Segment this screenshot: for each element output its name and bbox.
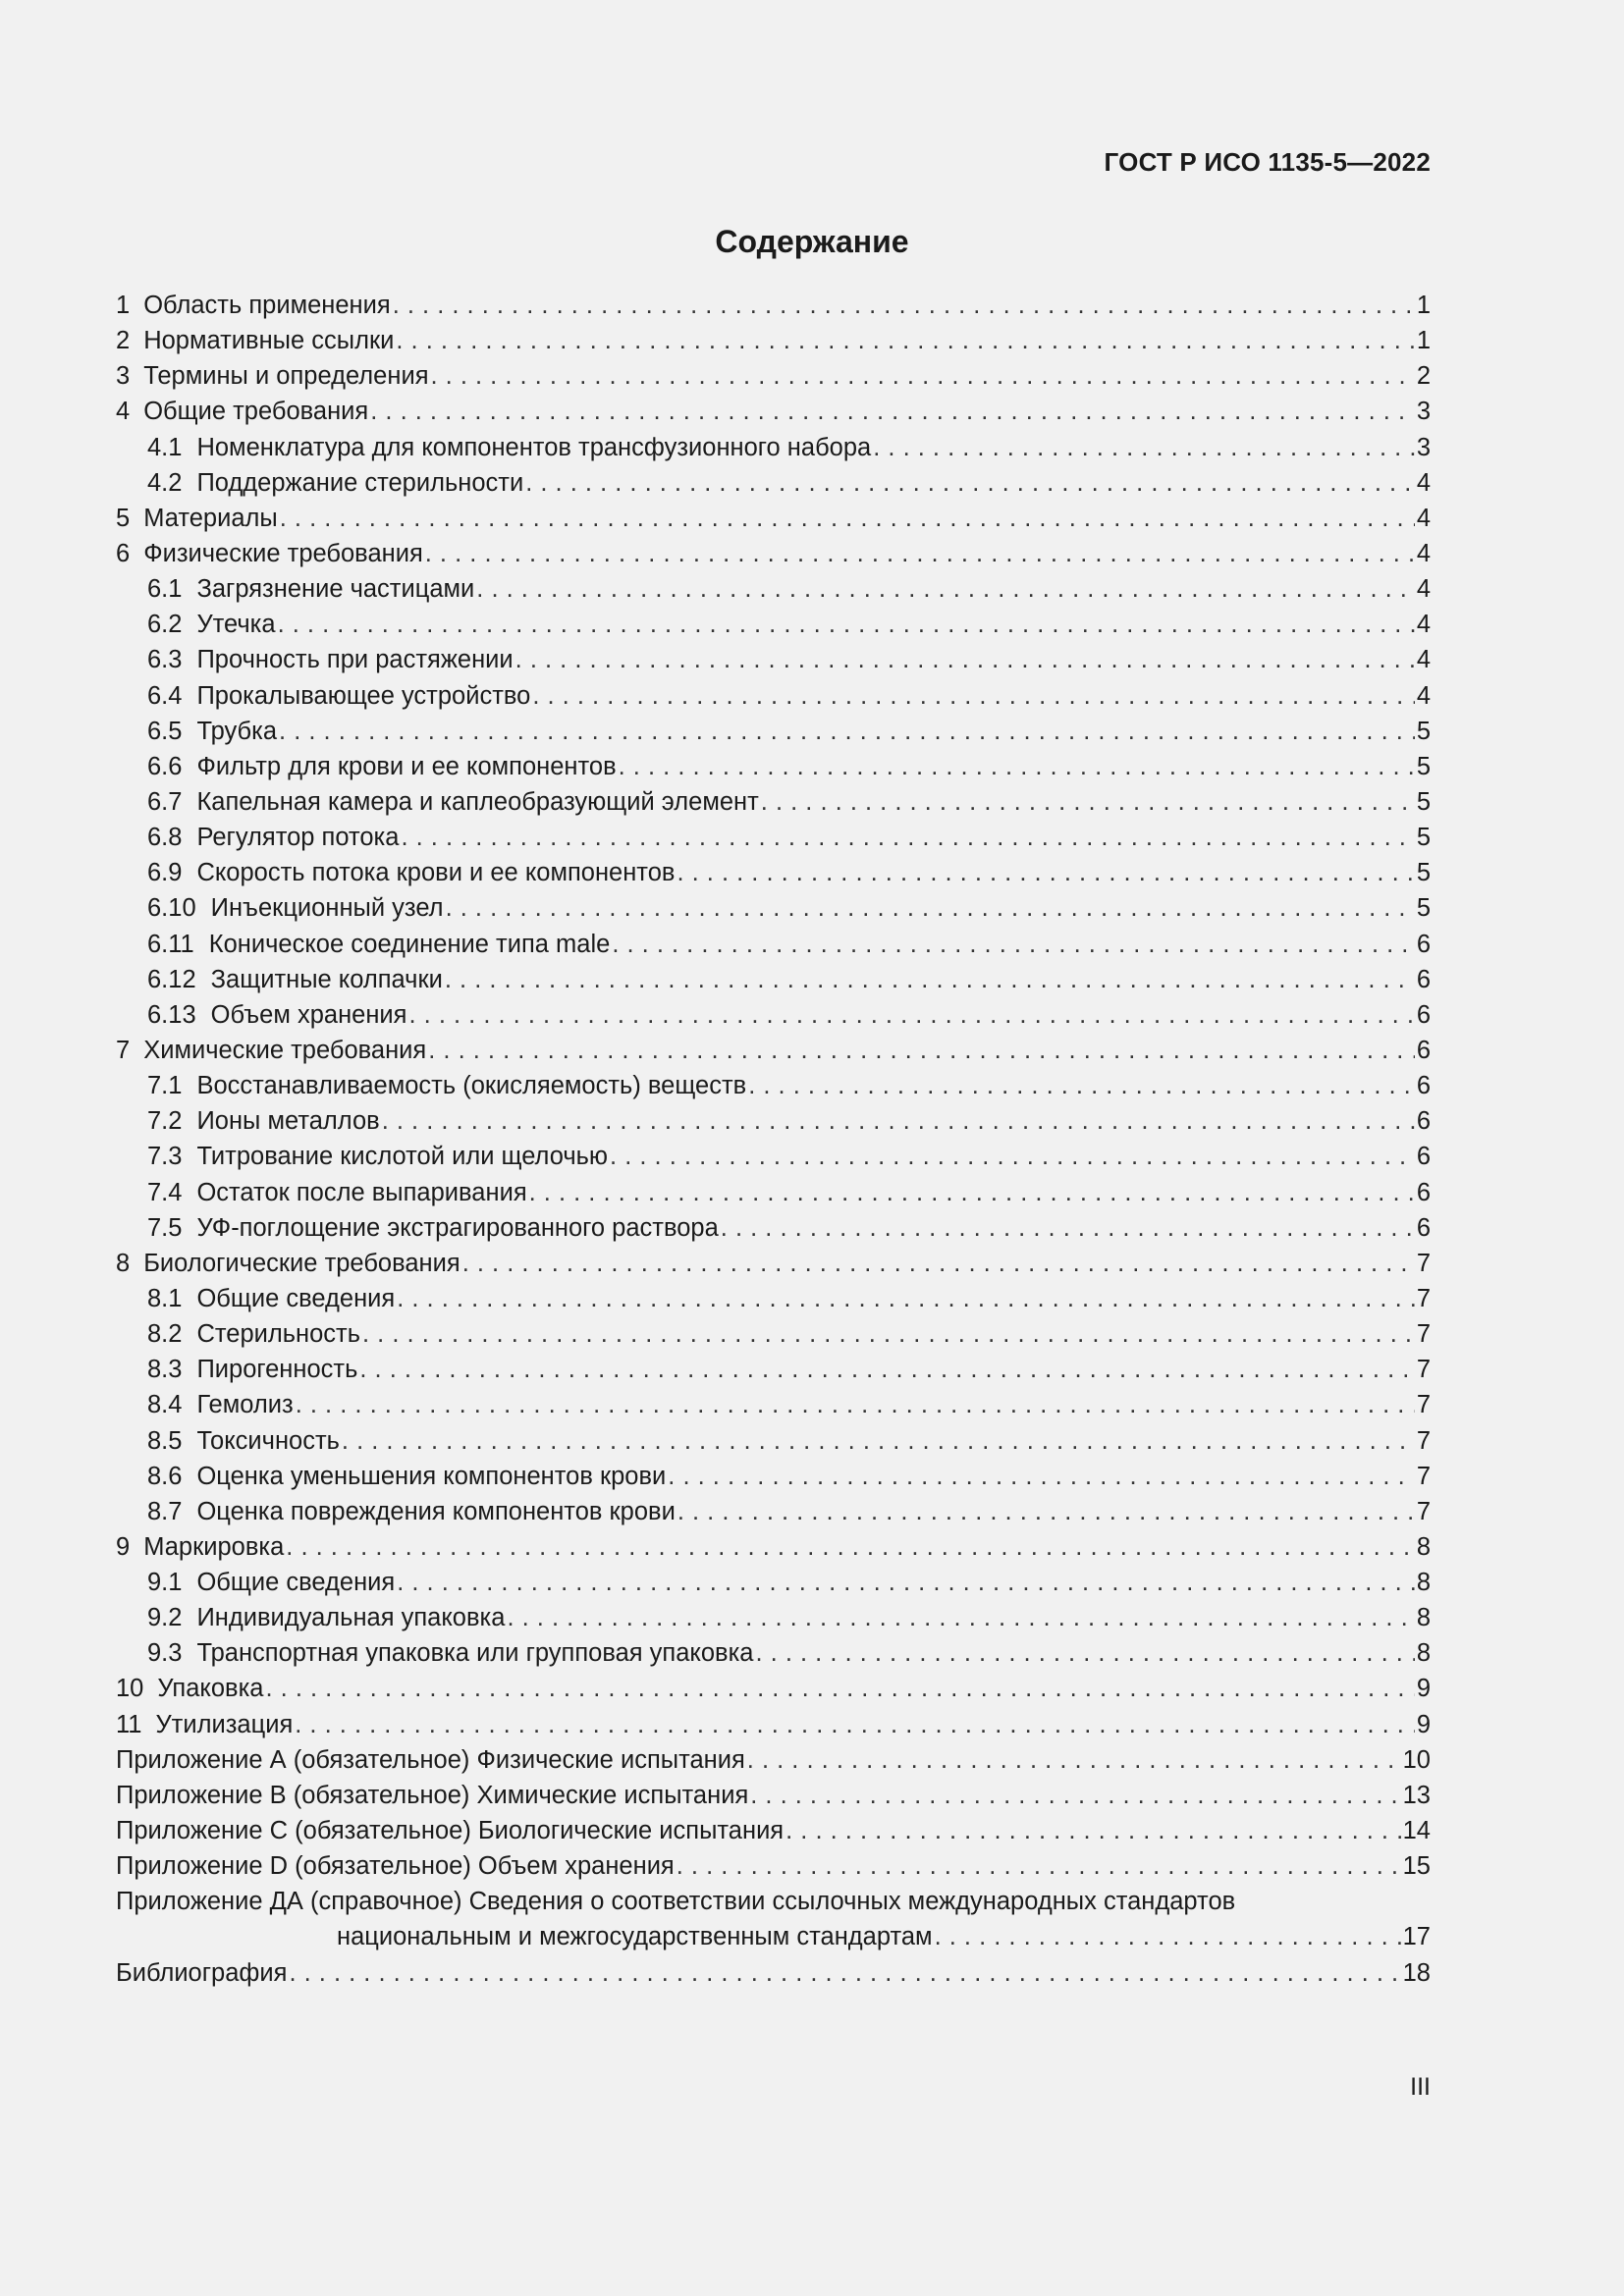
toc-entry[interactable] xyxy=(116,1068,1431,1103)
toc-entry-title: Индивидуальная упаковка xyxy=(196,1604,506,1632)
toc-entry-page: 4 xyxy=(1416,539,1431,567)
toc-entry-number: 4 xyxy=(116,398,131,426)
toc-dot-leader xyxy=(401,820,1414,855)
toc-dot-leader xyxy=(619,749,1415,784)
toc-entry-title: Утилизация xyxy=(155,1710,294,1738)
toc-dot-leader xyxy=(431,358,1415,394)
toc-entry[interactable] xyxy=(116,1033,1431,1068)
toc-entry-title: Термины и определения xyxy=(143,362,429,391)
toc-entry-title: Транспортная упаковка или групповая упаковка xyxy=(196,1639,754,1668)
toc-entry[interactable] xyxy=(116,1423,1431,1459)
toc-entry-title: Коническое соединение типа male xyxy=(208,930,611,958)
toc-entry-title: Трубка xyxy=(196,717,278,745)
toc-dot-leader xyxy=(280,501,1415,536)
toc-entry-number: 6.2 xyxy=(147,611,183,639)
toc-entry-page: 7 xyxy=(1416,1284,1431,1312)
toc-dot-leader xyxy=(266,1671,1415,1706)
toc-entry-title: Приложение ДА (справочное) Сведения о соответствии ссылочных международных стандартов xyxy=(116,1888,1236,1916)
toc-entry[interactable] xyxy=(116,1742,1431,1778)
toc-dot-leader xyxy=(446,890,1415,926)
toc-entry[interactable] xyxy=(116,501,1431,536)
toc-entry[interactable] xyxy=(116,1139,1431,1174)
toc-entry[interactable] xyxy=(116,1494,1431,1529)
toc-entry-page: 6 xyxy=(1416,1178,1431,1206)
toc-entry[interactable] xyxy=(116,1565,1431,1600)
toc-entry-title: Пирогенность xyxy=(196,1356,358,1384)
toc-entry-title: Объем хранения xyxy=(210,1000,407,1029)
toc-entry[interactable] xyxy=(116,1387,1431,1422)
toc-entry[interactable] xyxy=(116,1352,1431,1387)
table-of-contents xyxy=(116,288,1431,1991)
toc-entry[interactable] xyxy=(116,749,1431,784)
toc-entry-page: 7 xyxy=(1416,1356,1431,1384)
toc-entry[interactable] xyxy=(116,1459,1431,1494)
toc-entry-number: 8.3 xyxy=(147,1356,183,1384)
toc-entry-page: 6 xyxy=(1416,1000,1431,1029)
toc-entry-page: 18 xyxy=(1402,1958,1431,1987)
toc-entry-page: 3 xyxy=(1416,433,1431,461)
toc-entry[interactable] xyxy=(116,927,1431,962)
toc-entry[interactable] xyxy=(116,394,1431,429)
toc-dot-leader xyxy=(393,288,1415,323)
toc-entry-title: Прокалывающее устройство xyxy=(196,681,531,710)
toc-entry[interactable] xyxy=(116,1600,1431,1635)
toc-entry[interactable] xyxy=(116,536,1431,571)
toc-entry-number: 7.5 xyxy=(147,1213,183,1242)
toc-dot-leader xyxy=(382,1103,1415,1139)
toc-dot-leader xyxy=(677,1494,1415,1529)
toc-entry-page: 5 xyxy=(1416,752,1431,780)
toc-entry-page: 4 xyxy=(1416,646,1431,674)
toc-dot-leader xyxy=(296,1387,1415,1422)
toc-dot-leader xyxy=(668,1459,1415,1494)
toc-entry[interactable] xyxy=(116,962,1431,997)
toc-dot-leader xyxy=(677,855,1414,890)
toc-entry[interactable] xyxy=(116,1635,1431,1671)
toc-dot-leader xyxy=(750,1778,1400,1813)
toc-entry-page: 5 xyxy=(1416,894,1431,923)
toc-entry-page: 7 xyxy=(1416,1462,1431,1490)
toc-entry-number: 8.5 xyxy=(147,1426,183,1455)
toc-entry-title: Титрование кислотой или щелочью xyxy=(196,1143,609,1171)
toc-entry-title: Скорость потока крови и ее компонентов xyxy=(196,859,676,887)
toc-entry-number: 6.13 xyxy=(147,1000,196,1029)
toc-entry-number: 7.4 xyxy=(147,1178,183,1206)
toc-dot-leader xyxy=(445,962,1415,997)
toc-entry[interactable] xyxy=(116,1671,1431,1706)
toc-entry[interactable] xyxy=(116,784,1431,820)
toc-entry-title: Прочность при растяжении xyxy=(196,646,514,674)
toc-entry-page: 3 xyxy=(1416,398,1431,426)
toc-entry-title: Инъекционный узел xyxy=(210,894,444,923)
toc-entry-page: 7 xyxy=(1416,1497,1431,1525)
toc-entry-title: Упаковка xyxy=(157,1675,264,1703)
toc-entry[interactable] xyxy=(116,1813,1431,1848)
toc-entry-title: Утечка xyxy=(196,611,276,639)
toc-entry-title: Приложение С (обязательное) Биологические испытания xyxy=(116,1817,785,1845)
toc-entry-page: 6 xyxy=(1416,1107,1431,1136)
toc-entry-title: Приложение В (обязательное) Химические испытания xyxy=(116,1781,749,1809)
toc-entry-page: 4 xyxy=(1416,681,1431,710)
toc-entry-number: 6.12 xyxy=(147,965,196,993)
toc-entry-page: 4 xyxy=(1416,504,1431,532)
toc-entry-title: Общие требования xyxy=(143,398,369,426)
toc-entry-page: 5 xyxy=(1416,824,1431,852)
toc-entry-page: 7 xyxy=(1416,1320,1431,1349)
toc-entry[interactable] xyxy=(116,1955,1431,1991)
toc-entry-page: 13 xyxy=(1402,1781,1431,1809)
toc-entry-number: 6.9 xyxy=(147,859,183,887)
toc-entry-number: 6.10 xyxy=(147,894,196,923)
toc-entry-page: 5 xyxy=(1416,859,1431,887)
toc-entry-number: 8 xyxy=(116,1249,131,1277)
toc-entry[interactable] xyxy=(116,323,1431,358)
toc-entry-number: 10 xyxy=(116,1675,144,1703)
toc-entry-title: Общие сведения xyxy=(196,1569,396,1597)
toc-entry[interactable] xyxy=(116,358,1431,394)
toc-title: Содержание xyxy=(715,224,909,259)
toc-entry[interactable] xyxy=(116,1316,1431,1352)
toc-dot-leader xyxy=(532,678,1414,714)
toc-entry-page: 14 xyxy=(1402,1817,1431,1845)
toc-entry-page: 6 xyxy=(1416,930,1431,958)
toc-entry-title: Приложение D (обязательное) Объем хранения xyxy=(116,1852,675,1881)
toc-entry-number: 6.11 xyxy=(147,930,194,958)
toc-entry-page: 8 xyxy=(1416,1639,1431,1668)
toc-entry-page: 9 xyxy=(1416,1675,1431,1703)
toc-entry-number: 4.1 xyxy=(147,433,183,461)
toc-entry-page: 2 xyxy=(1416,362,1431,391)
toc-entry-title: Библиография xyxy=(116,1958,288,1987)
toc-entry-number: 9 xyxy=(116,1532,131,1561)
toc-entry-page: 1 xyxy=(1416,292,1431,319)
toc-entry[interactable] xyxy=(116,1175,1431,1210)
toc-entry[interactable] xyxy=(116,288,1431,323)
toc-dot-leader xyxy=(289,1955,1400,1991)
toc-entry[interactable] xyxy=(116,1919,1431,1954)
toc-dot-leader xyxy=(610,1139,1415,1174)
toc-entry[interactable] xyxy=(116,465,1431,501)
toc-entry-title: Восстанавливаемость (окисляемость) веществ xyxy=(196,1072,747,1100)
toc-dot-leader xyxy=(286,1529,1415,1565)
toc-entry-title: Маркировка xyxy=(143,1532,285,1561)
toc-entry-number: 7 xyxy=(116,1036,131,1064)
toc-entry-title: Химические требования xyxy=(143,1036,427,1064)
page-number: III xyxy=(1410,2073,1431,2101)
toc-entry-title: Загрязнение частицами xyxy=(196,575,475,604)
toc-entry[interactable] xyxy=(116,1848,1431,1884)
toc-entry-page: 5 xyxy=(1416,787,1431,816)
toc-entry[interactable] xyxy=(116,997,1431,1033)
toc-dot-leader xyxy=(425,536,1415,571)
toc-entry-page: 5 xyxy=(1416,717,1431,745)
toc-entry-page: 6 xyxy=(1416,1143,1431,1171)
toc-entry-title: Нормативные ссылки xyxy=(143,327,395,355)
toc-entry-page: 4 xyxy=(1416,468,1431,497)
toc-entry-number: 8.1 xyxy=(147,1284,183,1312)
toc-entry-page: 17 xyxy=(1402,1923,1431,1951)
toc-dot-leader xyxy=(507,1600,1414,1635)
toc-entry[interactable] xyxy=(116,1529,1431,1565)
toc-entry-page: 7 xyxy=(1416,1426,1431,1455)
toc-entry[interactable] xyxy=(116,1707,1431,1742)
toc-entry-title: Фильтр для крови и ее компонентов xyxy=(196,752,617,780)
toc-entry-title: Поддержание стерильности xyxy=(196,468,524,497)
toc-entry-title: Область применения xyxy=(143,292,391,319)
toc-entry-page: 6 xyxy=(1416,1036,1431,1064)
toc-entry-title: Материалы xyxy=(143,504,278,532)
toc-entry-number: 6.6 xyxy=(147,752,183,780)
toc-entry-number: 8.7 xyxy=(147,1497,183,1525)
toc-dot-leader xyxy=(370,394,1415,429)
toc-entry[interactable] xyxy=(116,642,1431,677)
toc-entry-number: 7.3 xyxy=(147,1143,183,1171)
toc-entry-number: 6.7 xyxy=(147,787,183,816)
toc-entry[interactable] xyxy=(116,1778,1431,1813)
toc-entry-number: 5 xyxy=(116,504,131,532)
toc-entry-title: Гемолиз xyxy=(196,1391,294,1419)
toc-entry-page: 4 xyxy=(1416,575,1431,604)
toc-entry-title: Стерильность xyxy=(196,1320,361,1349)
toc-dot-leader xyxy=(279,714,1415,749)
toc-entry-number: 6.5 xyxy=(147,717,183,745)
toc-entry-number: 4.2 xyxy=(147,468,183,497)
toc-entry-number: 7.2 xyxy=(147,1107,183,1136)
toc-entry-title: Регулятор потока xyxy=(196,824,400,852)
toc-entry[interactable] xyxy=(116,571,1431,607)
toc-entry-number: 9.2 xyxy=(147,1604,183,1632)
toc-entry-number: 9.1 xyxy=(147,1569,183,1597)
toc-entry-number: 6.8 xyxy=(147,824,183,852)
toc-dot-leader xyxy=(278,607,1415,642)
toc-entry-title: УФ-поглощение экстрагированного раствора xyxy=(196,1213,719,1242)
toc-dot-leader xyxy=(515,642,1415,677)
toc-entry-number: 8.6 xyxy=(147,1462,183,1490)
toc-entry-number: 8.2 xyxy=(147,1320,183,1349)
toc-dot-leader xyxy=(397,1565,1415,1600)
toc-entry[interactable] xyxy=(116,714,1431,749)
toc-entry-title: Капельная камера и каплеобразующий элемент xyxy=(196,787,759,816)
toc-dot-leader xyxy=(755,1635,1414,1671)
toc-entry-page: 7 xyxy=(1416,1391,1431,1419)
toc-entry-title: национальным и межгосударственным стандартам xyxy=(337,1923,933,1951)
toc-entry[interactable] xyxy=(116,890,1431,926)
toc-dot-leader xyxy=(747,1742,1401,1778)
toc-dot-leader xyxy=(748,1068,1415,1103)
toc-entry[interactable] xyxy=(116,1103,1431,1139)
toc-entry-title: Оценка повреждения компонентов крови xyxy=(196,1497,676,1525)
toc-entry[interactable] xyxy=(116,1246,1431,1281)
toc-dot-leader xyxy=(476,571,1415,607)
toc-dot-leader xyxy=(612,927,1415,962)
toc-entry[interactable] xyxy=(116,1210,1431,1246)
toc-entry-number: 8.4 xyxy=(147,1391,183,1419)
toc-entry-page: 8 xyxy=(1416,1532,1431,1561)
toc-entry-number: 2 xyxy=(116,327,131,355)
toc-entry-page: 6 xyxy=(1416,1213,1431,1242)
toc-entry-page: 6 xyxy=(1416,965,1431,993)
toc-entry-title: Биологические требования xyxy=(143,1249,460,1277)
toc-entry[interactable] xyxy=(116,678,1431,714)
toc-entry-number: 6.1 xyxy=(147,575,183,604)
toc-dot-leader xyxy=(428,1033,1415,1068)
toc-entry-number: 6.4 xyxy=(147,681,183,710)
toc-entry-number: 1 xyxy=(116,292,131,319)
toc-entry[interactable] xyxy=(116,607,1431,642)
toc-entry[interactable] xyxy=(116,820,1431,855)
toc-dot-leader xyxy=(397,1281,1415,1316)
toc-dot-leader xyxy=(935,1919,1401,1954)
document-id-header: ГОСТ Р ИСО 1135-5—2022 xyxy=(1104,147,1431,177)
toc-entry-title: Оценка уменьшения компонентов крови xyxy=(196,1462,667,1490)
toc-entry-page: 7 xyxy=(1416,1249,1431,1277)
toc-entry[interactable] xyxy=(116,855,1431,890)
toc-entry-number: 6 xyxy=(116,539,131,567)
toc-dot-leader xyxy=(295,1707,1415,1742)
toc-dot-leader xyxy=(396,323,1414,358)
toc-entry-title: Физические требования xyxy=(143,539,423,567)
toc-entry-page: 15 xyxy=(1402,1852,1431,1881)
toc-dot-leader xyxy=(342,1423,1415,1459)
toc-entry-title: Защитные колпачки xyxy=(210,965,443,993)
toc-dot-leader xyxy=(785,1813,1401,1848)
toc-entry-number: 3 xyxy=(116,362,131,391)
toc-dot-leader xyxy=(873,430,1415,465)
toc-entry-number: 11 xyxy=(116,1710,142,1738)
toc-entry-title: Токсичность xyxy=(196,1426,340,1455)
toc-dot-leader xyxy=(525,465,1415,501)
toc-entry-title: Номенклатура для компонентов трансфузионного набора xyxy=(196,433,872,461)
toc-entry-page: 1 xyxy=(1416,327,1431,355)
toc-dot-leader xyxy=(677,1848,1401,1884)
toc-entry-page: 9 xyxy=(1416,1710,1431,1738)
toc-entry-number: 6.3 xyxy=(147,646,183,674)
toc-dot-leader xyxy=(408,997,1414,1033)
toc-entry-title: Приложение А (обязательное) Физические испытания xyxy=(116,1745,745,1774)
toc-entry[interactable] xyxy=(116,1281,1431,1316)
toc-entry-number: 7.1 xyxy=(147,1072,183,1100)
toc-entry-title: Ионы металлов xyxy=(196,1107,380,1136)
toc-entry[interactable] xyxy=(116,1884,1431,1919)
toc-entry-page: 6 xyxy=(1416,1072,1431,1100)
toc-entry[interactable] xyxy=(116,430,1431,465)
toc-dot-leader xyxy=(529,1175,1415,1210)
toc-entry-page: 8 xyxy=(1416,1604,1431,1632)
toc-entry-title: Остаток после выпаривания xyxy=(196,1178,527,1206)
toc-dot-leader xyxy=(359,1352,1414,1387)
toc-entry-page: 8 xyxy=(1416,1569,1431,1597)
toc-dot-leader xyxy=(462,1246,1415,1281)
toc-entry-title: Общие сведения xyxy=(196,1284,396,1312)
toc-dot-leader xyxy=(761,784,1415,820)
toc-entry-number: 9.3 xyxy=(147,1639,183,1668)
toc-dot-leader xyxy=(362,1316,1415,1352)
toc-entry-page: 4 xyxy=(1416,611,1431,639)
toc-dot-leader xyxy=(721,1210,1415,1246)
toc-entry-page: 10 xyxy=(1402,1745,1431,1774)
